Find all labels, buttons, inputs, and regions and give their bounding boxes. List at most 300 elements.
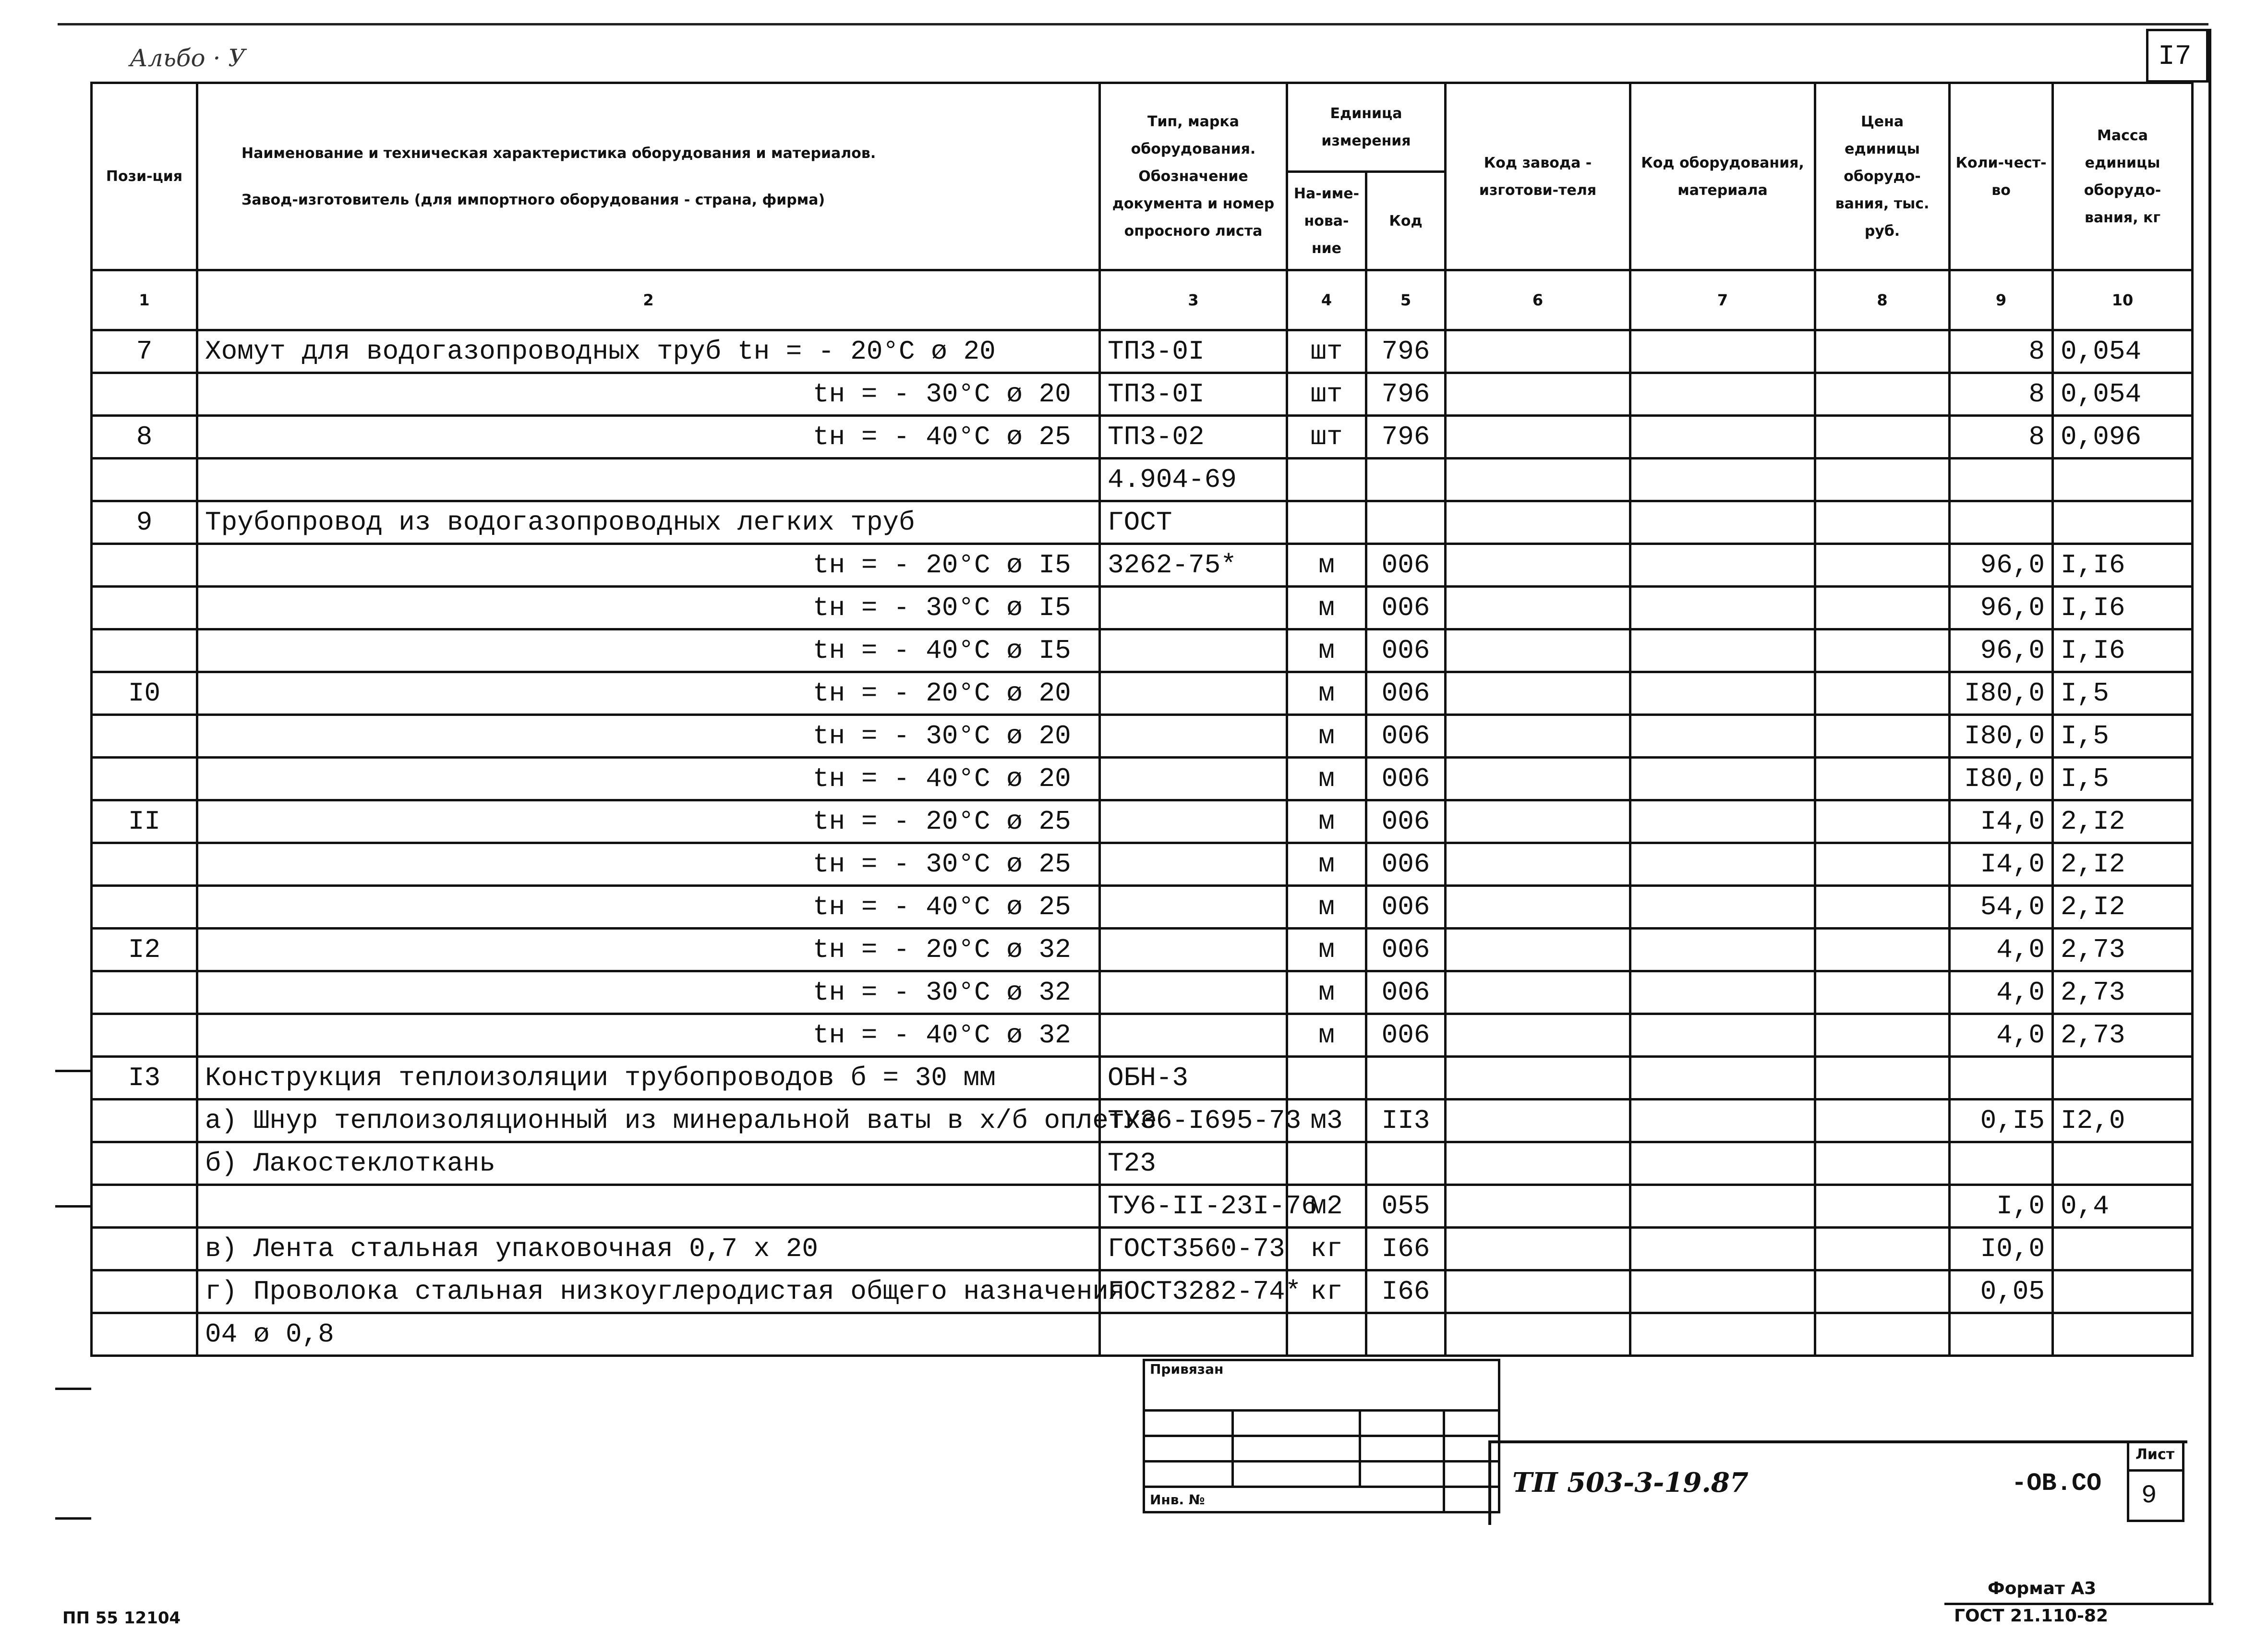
margin-tick <box>55 1517 91 1520</box>
factory-code-cell <box>1446 1313 1630 1356</box>
equipment-code-cell <box>1630 544 1815 587</box>
unit-name-cell: м <box>1287 758 1366 800</box>
mass-cell <box>2053 1228 2193 1270</box>
footer-gost: ГОСТ 21.110-82 <box>1954 1606 2109 1626</box>
factory-code-cell <box>1446 373 1630 416</box>
unit-name-cell <box>1287 1313 1366 1356</box>
unit-name-cell: м <box>1287 1014 1366 1057</box>
table-row <box>92 715 2193 758</box>
equipment-code-cell <box>1630 843 1815 886</box>
mass-cell <box>2053 1142 2193 1185</box>
position-cell <box>92 629 197 672</box>
column-number: 8 <box>1815 270 1950 330</box>
price-cell <box>1815 843 1950 886</box>
position-cell <box>92 544 197 587</box>
name-cell: tн = - 20°С ø 20 <box>197 672 1100 715</box>
column-number: 5 <box>1366 270 1446 330</box>
top-left-note: Альбо · У <box>130 44 246 72</box>
position-cell: 7 <box>92 330 197 373</box>
table-row <box>92 1185 2193 1228</box>
position-cell <box>92 373 197 416</box>
equipment-code-cell <box>1630 629 1815 672</box>
unit-name-cell: шт <box>1287 373 1366 416</box>
name-cell: tн = - 30°С ø 32 <box>197 971 1100 1014</box>
unit-name-cell: м <box>1287 929 1366 971</box>
equipment-code-cell <box>1630 758 1815 800</box>
table-row <box>92 501 2193 544</box>
table-row <box>92 1270 2193 1313</box>
table-row <box>92 1228 2193 1270</box>
equipment-code-cell <box>1630 330 1815 373</box>
quantity-cell: 96,0 <box>1950 587 2053 629</box>
factory-code-cell <box>1446 416 1630 459</box>
header-unit-group: Единица измерения <box>1287 83 1446 172</box>
column-numbers-row <box>92 270 2193 330</box>
unit-name-cell <box>1287 501 1366 544</box>
unit-name-cell: м <box>1287 971 1366 1014</box>
unit-name-cell: м <box>1287 629 1366 672</box>
unit-name-cell <box>1287 1142 1366 1185</box>
equipment-code-cell <box>1630 886 1815 929</box>
unit-name-cell <box>1287 1057 1366 1100</box>
unit-name-cell: м <box>1287 843 1366 886</box>
quantity-cell: 54,0 <box>1950 886 2053 929</box>
equipment-code-cell <box>1630 715 1815 758</box>
unit-name-cell: шт <box>1287 416 1366 459</box>
header-name <box>197 83 1100 270</box>
unit-code-cell <box>1366 1142 1446 1185</box>
factory-code-cell <box>1446 330 1630 373</box>
quantity-cell: I4,0 <box>1950 843 2053 886</box>
price-cell <box>1815 416 1950 459</box>
type-cell <box>1100 758 1287 800</box>
position-cell <box>92 459 197 501</box>
name-cell: Хомут для водогазопроводных труб tн = - 20°С ø 20 <box>197 330 1100 373</box>
column-number: 4 <box>1287 270 1366 330</box>
price-cell <box>1815 1228 1950 1270</box>
unit-code-cell: 006 <box>1366 587 1446 629</box>
table-row <box>92 758 2193 800</box>
name-cell: Трубопровод из водогазопроводных легких труб <box>197 501 1100 544</box>
name-cell: а) Шнур теплоизоляционный из минеральной ваты в х/б оплетке <box>197 1100 1100 1142</box>
position-cell <box>92 971 197 1014</box>
unit-name-cell: м <box>1287 587 1366 629</box>
footer-format: Формат А3 <box>1988 1579 2097 1598</box>
mass-cell <box>2053 501 2193 544</box>
price-cell <box>1815 1100 1950 1142</box>
unit-code-cell: 055 <box>1366 1185 1446 1228</box>
price-cell <box>1815 330 1950 373</box>
position-cell <box>92 1270 197 1313</box>
price-cell <box>1815 715 1950 758</box>
unit-name-cell: м <box>1287 672 1366 715</box>
price-cell <box>1815 1014 1950 1057</box>
mass-cell: 0,096 <box>2053 416 2193 459</box>
type-cell <box>1100 886 1287 929</box>
header-factory-code: Код завода - изготови-теля <box>1446 83 1630 270</box>
unit-code-cell: 006 <box>1366 800 1446 843</box>
header-mass: Масса единицы оборудо-вания, кг <box>2053 83 2193 270</box>
equipment-code-cell <box>1630 1228 1815 1270</box>
footer-rule <box>1944 1603 2213 1605</box>
sheet-box-divider <box>2127 1469 2184 1472</box>
price-cell <box>1815 1313 1950 1356</box>
quantity-cell: 0,05 <box>1950 1270 2053 1313</box>
unit-name-cell: кг <box>1287 1270 1366 1313</box>
top-edge-line <box>58 23 2208 25</box>
type-cell <box>1100 971 1287 1014</box>
type-cell <box>1100 629 1287 672</box>
price-cell <box>1815 886 1950 929</box>
table-row <box>92 544 2193 587</box>
equipment-code-cell <box>1630 1185 1815 1228</box>
table-row <box>92 1142 2193 1185</box>
designation: ТП 503-3-19.87 <box>1512 1467 1749 1499</box>
position-cell <box>92 886 197 929</box>
equipment-code-cell <box>1630 416 1815 459</box>
position-cell: 9 <box>92 501 197 544</box>
margin-tick <box>55 1205 91 1208</box>
mass-cell: 0,054 <box>2053 373 2193 416</box>
mass-cell: I,5 <box>2053 672 2193 715</box>
price-cell <box>1815 459 1950 501</box>
position-cell <box>92 1014 197 1057</box>
type-cell: ГОСТ <box>1100 501 1287 544</box>
header-price: Цена единицы оборудо-вания, тыс. руб. <box>1815 83 1950 270</box>
position-cell <box>92 843 197 886</box>
table-row <box>92 459 2193 501</box>
price-cell <box>1815 373 1950 416</box>
name-cell: tн = - 30°С ø 25 <box>197 843 1100 886</box>
header-unit-name: На-име-нова-ние <box>1287 172 1366 270</box>
quantity-cell: 4,0 <box>1950 1014 2053 1057</box>
quantity-cell <box>1950 501 2053 544</box>
mass-cell: 2,73 <box>2053 929 2193 971</box>
equipment-code-cell <box>1630 1270 1815 1313</box>
column-number: 2 <box>197 270 1100 330</box>
name-cell: 04 ø 0,8 <box>197 1313 1100 1356</box>
factory-code-cell <box>1446 800 1630 843</box>
mass-cell: 2,I2 <box>2053 886 2193 929</box>
price-cell <box>1815 544 1950 587</box>
specification-table <box>90 82 2194 1538</box>
unit-code-cell: 006 <box>1366 971 1446 1014</box>
unit-name-cell: м2 <box>1287 1185 1366 1228</box>
factory-code-cell <box>1446 501 1630 544</box>
unit-code-cell: I66 <box>1366 1228 1446 1270</box>
table-row <box>92 672 2193 715</box>
type-cell <box>1100 929 1287 971</box>
type-cell: ГОСТ3282-74* <box>1100 1270 1287 1313</box>
quantity-cell: I80,0 <box>1950 758 2053 800</box>
unit-code-cell: 006 <box>1366 929 1446 971</box>
sheet-number: 9 <box>2141 1481 2157 1511</box>
top-sheet-number: I7 <box>2158 41 2192 73</box>
unit-code-cell <box>1366 459 1446 501</box>
unit-name-cell: м <box>1287 886 1366 929</box>
mass-cell: I2,0 <box>2053 1100 2193 1142</box>
type-cell: Т23 <box>1100 1142 1287 1185</box>
mass-cell: I,I6 <box>2053 587 2193 629</box>
quantity-cell: 96,0 <box>1950 629 2053 672</box>
quantity-cell: 4,0 <box>1950 971 2053 1014</box>
factory-code-cell <box>1446 929 1630 971</box>
name-cell: tн = - 40°С ø 25 <box>197 416 1100 459</box>
unit-code-cell: 006 <box>1366 672 1446 715</box>
table-row <box>92 886 2193 929</box>
name-cell: tн = - 20°С ø I5 <box>197 544 1100 587</box>
header-quantity: Коли-чест-во <box>1950 83 2053 270</box>
position-cell <box>92 1142 197 1185</box>
unit-code-cell: 006 <box>1366 886 1446 929</box>
name-cell: tн = - 30°С ø 20 <box>197 715 1100 758</box>
type-cell: ТУ36-I695-73 <box>1100 1100 1287 1142</box>
unit-name-cell <box>1287 459 1366 501</box>
unit-code-cell: 006 <box>1366 843 1446 886</box>
position-cell: II <box>92 800 197 843</box>
header-name-line1: Наименование и техническая характеристика оборудования и материалов. <box>241 145 876 162</box>
quantity-cell: I4,0 <box>1950 800 2053 843</box>
name-cell: б) Лакостеклоткань <box>197 1142 1100 1185</box>
mass-cell <box>2053 459 2193 501</box>
footer-left-code: ПП 55 12104 <box>62 1608 181 1628</box>
mass-cell <box>2053 1057 2193 1100</box>
equipment-code-cell <box>1630 672 1815 715</box>
position-cell: 8 <box>92 416 197 459</box>
factory-code-cell <box>1446 1185 1630 1228</box>
position-cell <box>92 587 197 629</box>
table-row <box>92 1057 2193 1100</box>
designation-suffix: -ОВ.СО <box>2012 1469 2102 1498</box>
unit-code-cell: 796 <box>1366 373 1446 416</box>
type-cell: ОБН-3 <box>1100 1057 1287 1100</box>
equipment-code-cell <box>1630 971 1815 1014</box>
name-cell: tн = - 30°С ø I5 <box>197 587 1100 629</box>
equipment-code-cell <box>1630 929 1815 971</box>
column-number: 10 <box>2053 270 2193 330</box>
type-cell <box>1100 715 1287 758</box>
mass-cell: 2,73 <box>2053 971 2193 1014</box>
mass-cell <box>2053 1270 2193 1313</box>
price-cell <box>1815 1270 1950 1313</box>
table-row <box>92 1100 2193 1142</box>
quantity-cell: 96,0 <box>1950 544 2053 587</box>
margin-tick <box>55 1070 91 1072</box>
quantity-cell <box>1950 1313 2053 1356</box>
unit-code-cell: 006 <box>1366 758 1446 800</box>
equipment-code-cell <box>1630 587 1815 629</box>
table-row <box>92 843 2193 886</box>
quantity-cell <box>1950 1142 2053 1185</box>
factory-code-cell <box>1446 1228 1630 1270</box>
name-cell: tн = - 40°С ø 25 <box>197 886 1100 929</box>
header-position: Пози-ция <box>92 83 197 270</box>
price-cell <box>1815 587 1950 629</box>
table-row <box>92 373 2193 416</box>
name-cell: tн = - 40°С ø 20 <box>197 758 1100 800</box>
type-cell <box>1100 672 1287 715</box>
unit-name-cell: м3 <box>1287 1100 1366 1142</box>
column-number: 9 <box>1950 270 2053 330</box>
mass-cell: 0,4 <box>2053 1185 2193 1228</box>
price-cell <box>1815 501 1950 544</box>
name-cell: в) Лента стальная упаковочная 0,7 х 20 <box>197 1228 1100 1270</box>
price-cell <box>1815 1185 1950 1228</box>
header-unit-code: Код <box>1366 172 1446 270</box>
table-row <box>92 629 2193 672</box>
type-cell: ТП3-0I <box>1100 330 1287 373</box>
name-cell: tн = - 40°С ø 32 <box>197 1014 1100 1057</box>
price-cell <box>1815 629 1950 672</box>
quantity-cell: 8 <box>1950 330 2053 373</box>
table-row <box>92 587 2193 629</box>
mass-cell: I,5 <box>2053 715 2193 758</box>
column-number: 6 <box>1446 270 1630 330</box>
position-cell: I2 <box>92 929 197 971</box>
factory-code-cell <box>1446 843 1630 886</box>
header-row-1 <box>92 83 2193 172</box>
unit-name-cell: м <box>1287 715 1366 758</box>
quantity-cell: 4,0 <box>1950 929 2053 971</box>
name-cell: tн = - 20°С ø 32 <box>197 929 1100 971</box>
unit-code-cell: II3 <box>1366 1100 1446 1142</box>
quantity-cell: I0,0 <box>1950 1228 2053 1270</box>
position-cell: I3 <box>92 1057 197 1100</box>
unit-code-cell: 006 <box>1366 544 1446 587</box>
factory-code-cell <box>1446 1100 1630 1142</box>
price-cell <box>1815 1057 1950 1100</box>
equipment-code-cell <box>1630 800 1815 843</box>
table-row <box>92 971 2193 1014</box>
price-cell <box>1815 800 1950 843</box>
table-row <box>92 330 2193 373</box>
type-cell: 3262-75* <box>1100 544 1287 587</box>
quantity-cell: I80,0 <box>1950 715 2053 758</box>
name-cell: г) Проволока стальная низкоуглеродистая общего назначения <box>197 1270 1100 1313</box>
attached-label: Привязан <box>1144 1360 1499 1411</box>
price-cell <box>1815 929 1950 971</box>
column-number: 3 <box>1100 270 1287 330</box>
mass-cell: 2,I2 <box>2053 843 2193 886</box>
header-name-line2: Завод-изготовитель (для импортного оборудования - страна, фирма) <box>241 191 825 208</box>
mass-cell: 2,I2 <box>2053 800 2193 843</box>
type-cell <box>1100 587 1287 629</box>
unit-code-cell: 006 <box>1366 715 1446 758</box>
factory-code-cell <box>1446 629 1630 672</box>
specification-rows <box>92 330 2193 1356</box>
header-equipment-code: Код оборудования, материала <box>1630 83 1815 270</box>
quantity-cell: I,0 <box>1950 1185 2053 1228</box>
table-row <box>92 416 2193 459</box>
type-cell: ТП3-0I <box>1100 373 1287 416</box>
factory-code-cell <box>1446 544 1630 587</box>
unit-code-cell: 006 <box>1366 629 1446 672</box>
quantity-cell: I80,0 <box>1950 672 2053 715</box>
type-cell <box>1100 800 1287 843</box>
equipment-code-cell <box>1630 1142 1815 1185</box>
unit-name-cell: м <box>1287 800 1366 843</box>
unit-code-cell: 796 <box>1366 416 1446 459</box>
position-cell <box>92 1228 197 1270</box>
unit-code-cell <box>1366 1313 1446 1356</box>
unit-name-cell: шт <box>1287 330 1366 373</box>
equipment-code-cell <box>1630 501 1815 544</box>
table-row <box>92 1014 2193 1057</box>
quantity-cell <box>1950 1057 2053 1100</box>
mass-cell: I,I6 <box>2053 629 2193 672</box>
margin-tick <box>55 1388 91 1390</box>
factory-code-cell <box>1446 758 1630 800</box>
quantity-cell: 8 <box>1950 416 2053 459</box>
factory-code-cell <box>1446 1270 1630 1313</box>
factory-code-cell <box>1446 715 1630 758</box>
position-cell <box>92 1100 197 1142</box>
position-cell <box>92 1313 197 1356</box>
factory-code-cell <box>1446 587 1630 629</box>
name-cell <box>197 459 1100 501</box>
mass-cell <box>2053 1313 2193 1356</box>
header-type: Тип, марка оборудования. Обозначение документа и номер опросного листа <box>1100 83 1287 270</box>
table-row <box>92 1313 2193 1356</box>
mass-cell: I,I6 <box>2053 544 2193 587</box>
unit-code-cell: 796 <box>1366 330 1446 373</box>
price-cell <box>1815 672 1950 715</box>
equipment-code-cell <box>1630 1313 1815 1356</box>
factory-code-cell <box>1446 1014 1630 1057</box>
factory-code-cell <box>1446 971 1630 1014</box>
column-number: 7 <box>1630 270 1815 330</box>
equipment-code-cell <box>1630 1100 1815 1142</box>
quantity-cell: 8 <box>1950 373 2053 416</box>
position-cell <box>92 1185 197 1228</box>
unit-name-cell: кг <box>1287 1228 1366 1270</box>
price-cell <box>1815 758 1950 800</box>
type-cell <box>1100 1313 1287 1356</box>
inventory-label: Инв. № <box>1144 1487 1444 1512</box>
unit-name-cell: м <box>1287 544 1366 587</box>
equipment-code-cell <box>1630 373 1815 416</box>
table-row <box>92 929 2193 971</box>
mass-cell: I,5 <box>2053 758 2193 800</box>
factory-code-cell <box>1446 886 1630 929</box>
unit-code-cell <box>1366 1057 1446 1100</box>
position-cell: I0 <box>92 672 197 715</box>
name-cell: tн = - 40°С ø I5 <box>197 629 1100 672</box>
equipment-code-cell <box>1630 459 1815 501</box>
type-cell: ТП3-02 <box>1100 416 1287 459</box>
type-cell: ТУ6-II-23I-76 <box>1100 1185 1287 1228</box>
table-row <box>92 800 2193 843</box>
type-cell: ГОСТ3560-73 <box>1100 1228 1287 1270</box>
unit-code-cell: 006 <box>1366 1014 1446 1057</box>
price-cell <box>1815 1142 1950 1185</box>
type-cell <box>1100 843 1287 886</box>
factory-code-cell <box>1446 459 1630 501</box>
column-number: 1 <box>92 270 197 330</box>
name-cell: tн = - 20°С ø 25 <box>197 800 1100 843</box>
factory-code-cell <box>1446 672 1630 715</box>
quantity-cell <box>1950 459 2053 501</box>
name-cell: tн = - 30°С ø 20 <box>197 373 1100 416</box>
position-cell <box>92 758 197 800</box>
sheet-label: Лист <box>2135 1446 2175 1463</box>
position-cell <box>92 715 197 758</box>
quantity-cell: 0,I5 <box>1950 1100 2053 1142</box>
unit-code-cell <box>1366 501 1446 544</box>
factory-code-cell <box>1446 1142 1630 1185</box>
attachment-stamp <box>1143 1359 1500 1513</box>
name-cell: Конструкция теплоизоляции трубопроводов б = 30 мм <box>197 1057 1100 1100</box>
